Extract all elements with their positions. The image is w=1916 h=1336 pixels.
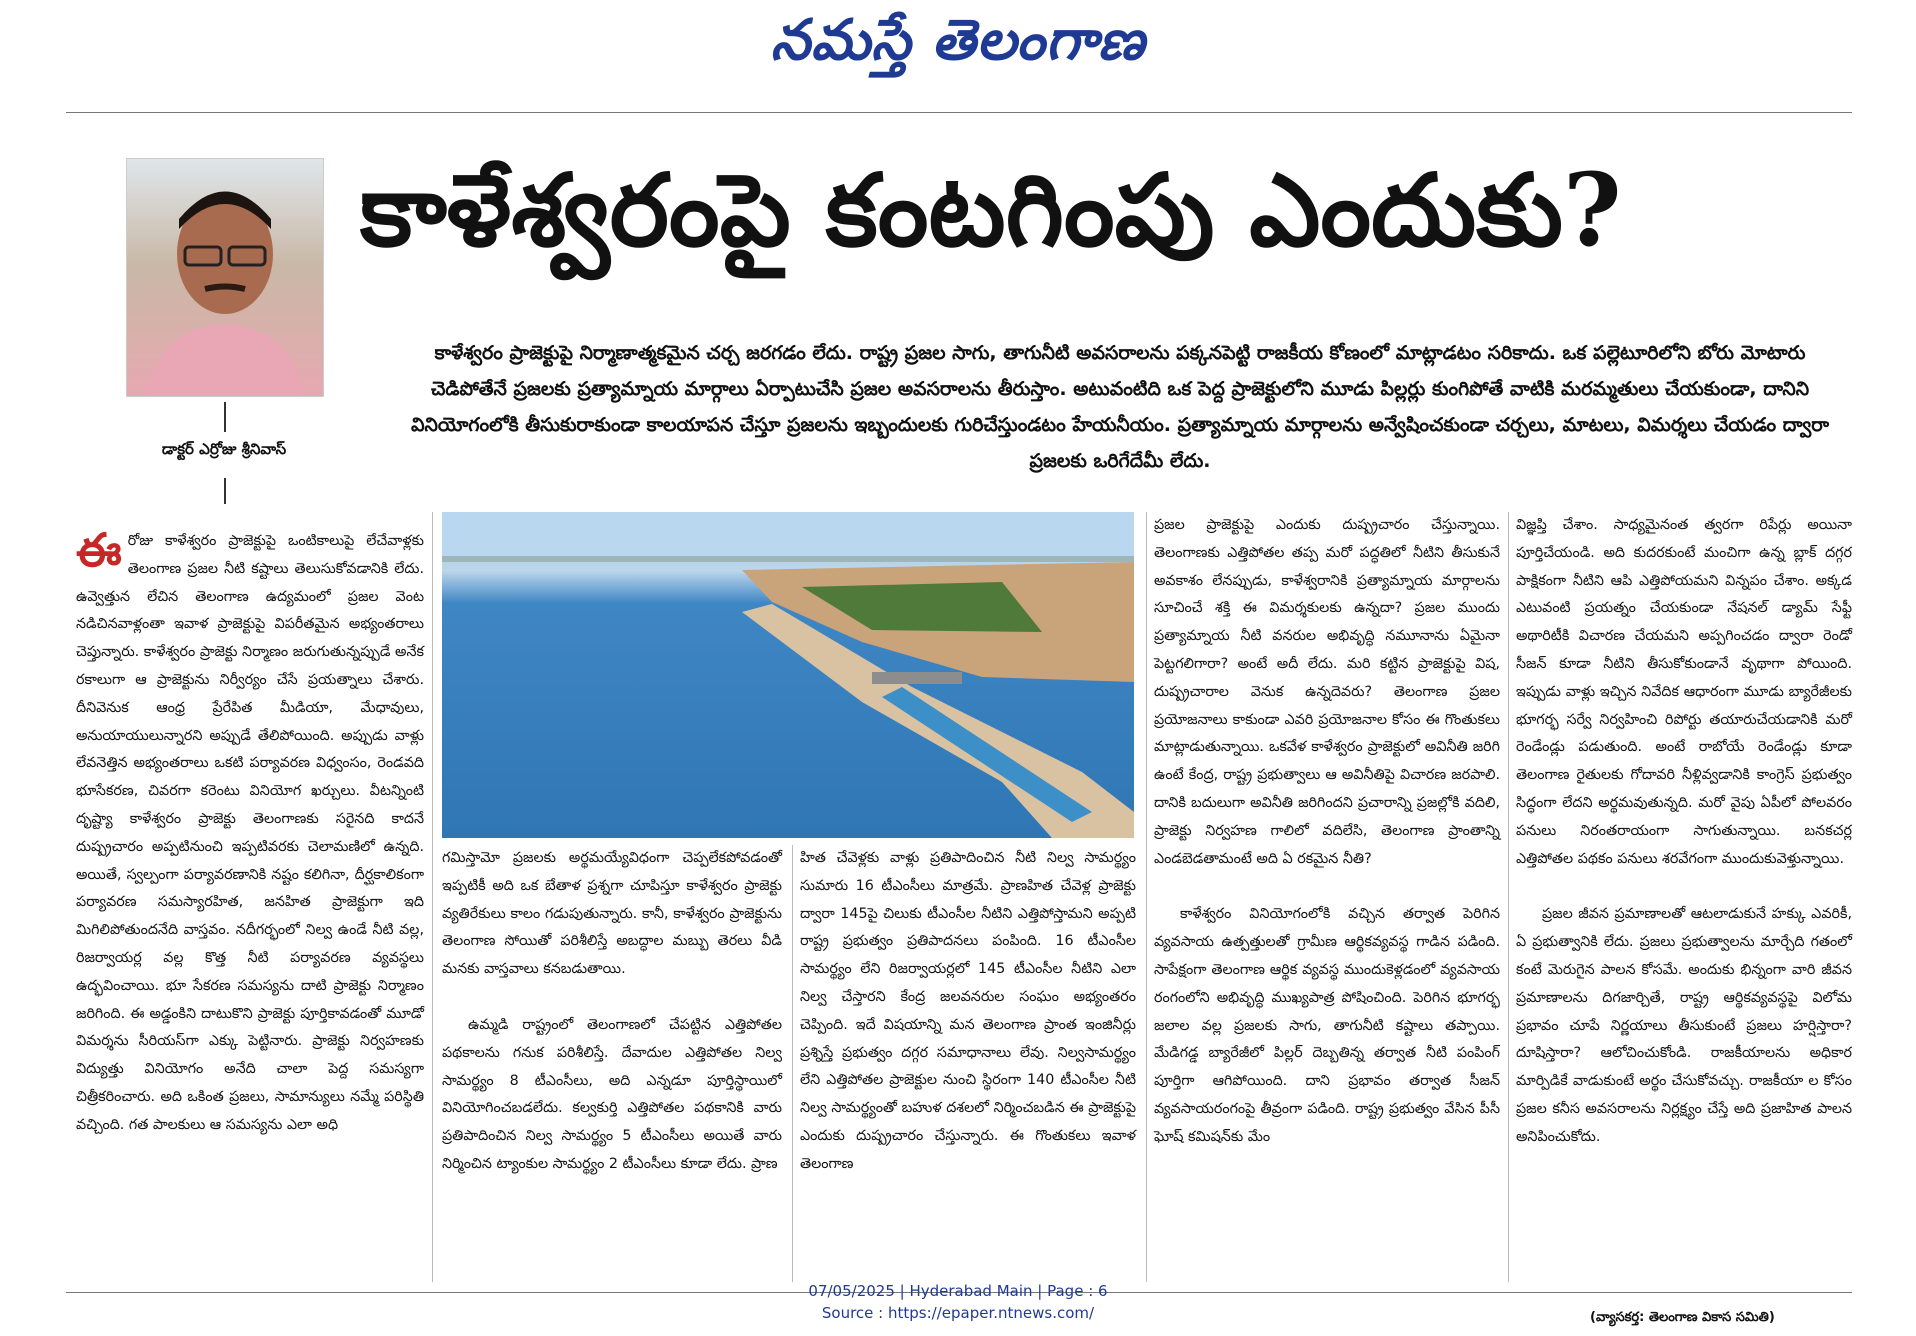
column-divider-4 [1508,512,1509,1282]
column-divider-1 [432,512,433,1282]
dropcap-letter: ఈ [76,523,122,577]
column-5-text: విజ్ఞప్తి చేశాం. సాధ్యమైనంత త్వరగా రిపేర్లు అయినా పూర్తిచేయండి. అది కుదరకుంటే మంచిగా ఉన్న బ్లాక్ దగ్గర పాక్షికంగా నీటిని ఆపి ఎత్తిపోయమని విన్నపం చేశాం. అక్కడ ఎటువంటి ప్రయత్నం చేయకుండా నేషనల్ డ్యామ్ సేఫ్టీ అథారిటీకి విచారణ చేయమని అప్పగించడం ద్వారా రెండో సీజన్ కూడా నీటిని తీసుకోకుండానే వృథాగా పోయింది. ఇప్పుడు వాళ్లు ఇచ్చిన నివేదిక ఆధారంగా మూడు బ్యారేజీలకు భూగర్భ సర్వే నిర్వహించి రిపోర్టు తయారుచేయడానికి మరో రెండేండ్లు పడుతుంది. అంటే రాబోయే రెండేండ్లు కూడా తెలంగాణ రైతులకు గోదావరి నీళ్లివ్వడానికి కాంగ్రెస్ ప్రభుత్వం సిద్ధంగా లేదని అర్థమవుతున్నది. మరో వైపు ఏపీలో పోలవరం పనులు నిరంతరాయంగా సాగుతున్నాయి. బనకచర్ల ఎత్తిపోతల పథకం పనులు శరవేగంగా ముందుకువెళ్తున్నాయి. [1516,517,1852,867]
article-column-4 [1154,512,1500,1152]
column-1-text: రోజు కాళేశ్వరం ప్రాజెక్టుపై ఒంటికాలుపై లేచేవాళ్లకు తెలంగాణ ప్రజల నీటి కష్టాలు తెలుసుకోవడానికి లేదు. ఉవ్వెత్తున లేచిన తెలంగాణ ఉద్యమంలో ప్రజల వెంట నడిచినవాళ్లంతా ఇవాళ ప్రాజెక్టుపై విపరీతమైన అభ్యంతరాలు చెప్తున్నారు. కాళేశ్వరం ప్రాజెక్టు నిర్మాణం జరుగుతున్నప్పుడే అనేక రకాలుగా ఆ ప్రాజెక్టును నిర్వీర్యం చేసే ప్రయత్నాలు చేశారు. దీనివెనుక ఆంధ్ర ప్రేరేపిత మీడియా, మేధావులు, అనుయాయులున్నారని అప్పుడే తేలిపోయింది. అప్పుడు వాళ్లు లేవనెత్తిన అభ్యంతరాలు ఒకటి పర్యావరణ విధ్వంసం, రెండవది భూసేకరణ, చివరగా కరెంటు వినియోగ ఖర్చులు. వీటన్నింటి దృష్ట్యా కాళేశ్వరం ప్రాజెక్టు తెలంగాణకు సరైనది కాదనే దుష్ప్రచారం అప్పటినుంచి ఇప్పటివరకు చెలామణిలో ఉన్నది. అయితే, స్వల్పంగా పర్యావరణానికి నష్టం కలిగినా, దీర్ఘకాలికంగా పర్యావరణ సమస్యారహిత, జనహిత ప్రాజెక్టుగా ఇది మిగిలిపోతుందనేది వాస్తవం. నదీగర్భంలో నిల్వ ఉండే నీటి వల్ల, రిజర్వాయర్ల వల్ల కొత్త నీటి పర్యావరణ వ్యవస్థలు ఉద్భవించాయి. భూ సేకరణ సమస్యను దాటి ప్రాజెక్టు నిర్మాణం జరిగింది. ఈ అడ్డంకిని దాటుకొని ప్రాజెక్టు పూర్తికావడంతో మూడో విమర్శను సీరియస్‌గా ఎక్కు పెట్టినారు. ప్రాజెక్టు నిర్వహణకు విద్యుత్తు వినియోగం అనేది చాలా పెద్ద సమస్యగా చిత్రీకరించారు. అది ఒకింత ప్రజలు, సామాన్యులు నమ్మే పరిస్థితి వచ్చింది. గత పాలకులు ఆ సమస్యను ఎలా అధి [76,533,424,1133]
column-4-text: ప్రజల ప్రాజెక్టుపై ఎందుకు దుష్ప్రచారం చేస్తున్నాయి. తెలంగాణకు ఎత్తిపోతల తప్ప మరో పద్ధతిలో నీటిని తీసుకునే అవకాశం లేనప్పుడు, కాళేశ్వరానికి ప్రత్యామ్నాయ మార్గాలను సూచించే శక్తి ఈ విమర్శకులకు ఉన్నదా? ప్రజల ముందు ప్రత్యామ్నాయ నీటి వనరుల అభివృద్ధి నమూనాను ఏమైనా పెట్టగలిగారా? అంటే అదీ లేదు. మరి కట్టిన ప్రాజెక్టుపై విష, దుష్ప్రచారాల వెనుక ఉన్నదెవరు? తెలంగాణ ప్రజల ప్రయోజనాలు కాకుండా ఎవరి ప్రయోజనాల కోసం ఈ గొంతుకలు మాట్లాడుతున్నాయి. ఒకవేళ కాళేశ్వరం ప్రాజెక్టులో అవినీతి జరిగి ఉంటే కేంద్ర, రాష్ట్ర ప్రభుత్వాలు ఆ అవినీతిపై విచారణ జరపాలి. దానికి బదులుగా అవినీతి జరిగిందని ప్రచారాన్ని ప్రజల్లోకి వదిలి, ప్రాజెక్టు నిర్వహణ గాలిలో వదిలేసి, తెలంగాణ ప్రాంతాన్ని ఎండబెడతామంటే అది ఏ రకమైన నీతి? [1154,517,1500,867]
article-column-5 [1516,512,1852,1152]
barrage-photo [442,512,1134,838]
headline: కాళేశ్వరంపై కంటగింపు ఎందుకు? [360,151,1622,269]
column-3-text: హిత చేవెళ్లకు వాళ్లు ప్రతిపాదించిన నీటి నిల్వ సామర్థ్యం సుమారు 16 టీఎంసీలు మాత్రమే. ప్రాణహిత చేవెళ్ల ప్రాజెక్టు ద్వారా 145పై చిలుకు టీఎంసీల నీటిని ఎత్తిపోస్తామని అప్పటి రాష్ట్ర ప్రభుత్వం ప్రతిపాదనలు పంపింది. 16 టీఎంసీల సామర్థ్యం లేని రిజర్వాయర్లలో 145 టీఎంసీల నీటిని ఎలా నిల్వ చేస్తారని కేంద్ర జలవనరుల సంఘం అభ్యంతరం చెప్పింది. ఇదే విషయాన్ని మన తెలంగాణ ప్రాంత ఇంజినీర్లు ప్రశ్నిస్తే ప్రభుత్వం దగ్గర సమాధానాలు లేవు. నిల్వసామర్థ్యం లేని ఎత్తిపోతల ప్రాజెక్టుల నుంచి స్థిరంగా 140 టీఎంసీల నీటి నిల్వ సామర్థ్యంతో బహుళ దశలలో నిర్మించబడిన ఈ ప్రాజెక్టుపై ఎందుకు దుష్ప్రచారం చేస్తున్నారు. ఈ గొంతుకలు ఇవాళ తెలంగాణ [800,850,1136,1172]
column-2-paragraph-2: ఉమ్మడి రాష్ట్రంలో తెలంగాణలో చేపట్టిన ఎత్తిపోతల పథకాలను గనుక పరిశీలిస్తే. దేవాదుల ఎత్తిపోతల నిల్వ సామర్థ్యం 8 టీఎంసీలు, అది ఎన్నడూ పూర్తిస్థాయిలో వినియోగించబడలేదు. కల్వకుర్తి ఎత్తిపోతల పథకానికి వారు ప్రతిపాదించిన నిల్వ సామర్థ్యం 5 టీఎంసీలు అయితే వారు నిర్మించిన ట్యాంకుల సామర్థ్యం 2 టీఎంసీలు కూడా లేదు. ప్రాణ [442,1016,782,1172]
footer-source-line: Source : https://epaper.ntnews.com/ [821,1304,1095,1322]
column-2-text: గమిస్తామో ప్రజలకు అర్థమయ్యేవిధంగా చెప్పలేకపోవడంతో ఇప్పటికీ అది ఒక బేతాళ ప్రశ్నగా చూపిస్తూ కాళేశ్వరం ప్రాజెక్టు వ్యతిరేకులు కాలం గడుపుతున్నారు. కానీ, కాళేశ్వరం ప్రాజెక్టును తెలంగాణ సోయితో పరిశీలిస్తే అబద్ధాల మబ్బు తెరలు వీడి మనకు వాస్తవాలు కనబడుతాయి. [442,850,782,978]
deck-summary: కాళేశ్వరం ప్రాజెక్టుపై నిర్మాణాత్మకమైన చర్చ జరగడం లేదు. రాష్ట్ర ప్రజల సాగు, తాగునీటి అవసరాలను పక్కనపెట్టి రాజకీయ కోణంలో మాట్లాడటం సరికాదు. ఒక పల్లెటూరిలోని బోరు మోటారు చెడిపోతేనే ప్రజలకు ప్రత్యామ్నాయ మార్గాలు ఏర్పాటుచేసి ప్రజల అవసరాలను తీరుస్తాం. అటువంటిది ఒక పెద్ద ప్రాజెక్టులోని మూడు పిల్లర్లు కుంగిపోతే వాటికి మరమ్మతులు చేయకుండా, దానిని వినియోగంలోకి తీసుకురాకుండా కాలయాపన చేస్తూ ప్రజలను ఇబ్బందులకు గురిచేస్తుండటం హేయనీయం. ప్రత్యామ్నాయ మార్గాలను అన్వేషించకుండా చర్చలు, మాటలు, విమర్శలు చేయడం ద్వారా ప్రజలకు ఒరిగేదేమీ లేదు. [410,342,1830,472]
author-photo [126,158,324,397]
column-5-paragraph-2: ప్రజల జీవన ప్రమాణాలతో ఆటలాడుకునే హక్కు ఎవరికీ, ఏ ప్రభుత్వానికి లేదు. ప్రజలు ప్రభుత్వాలను మార్చేది గతంలో కంటే మెరుగైన పాలన కోసమే. అందుకు భిన్నంగా వారి జీవన ప్రమాణాలను దిగజార్చితే, రాష్ట్ర ఆర్థికవ్యవస్థపై విలోమ ప్రభావం చూపే నిర్ణయాలు తీసుకుంటే ప్రజలు హర్షిస్తారా? దూషిస్తారా? ఆలోచించుకోండి. రాజకీయాలను అధికార మార్పిడికే వాడుకుంటే అర్థం చేసుకోవచ్చు. రాజకీయా ల కోసం ప్రజల కనీస అవసరాలను నిర్లక్ష్యం చేస్తే అది ప్రజాహిత పాలన అనిపించుకోదు. [1516,906,1852,1145]
article-column-3 [800,845,1136,1179]
author-credit-text: (వ్యాసకర్త: తెలంగాణ వికాస సమితి) [1590,1310,1775,1325]
author-name: డాక్టర్ ఎర్రోజు శ్రీనివాస్ [161,440,287,458]
author-rule-top [224,402,226,432]
column-divider-2 [792,845,793,1282]
article-column-2 [442,845,782,1179]
column-divider-3 [1146,512,1147,1282]
author-rule-bottom [224,478,226,504]
footer-date-line: 07/05/2025 | Hyderabad Main | Page : 6 [808,1282,1108,1300]
article-column-1 [76,523,424,1140]
column-4-paragraph-2: కాళేశ్వరం వినియోగంలోకి వచ్చిన తర్వాత పెరిగిన వ్యవసాయ ఉత్పత్తులతో గ్రామీణ ఆర్థికవ్యవస్థ గాడిన పడింది. సాపేక్షంగా తెలంగాణ ఆర్థిక వ్యవస్థ ముందుకెళ్లడంలో వ్యవసాయ రంగంలోని అభివృద్ధి ముఖ్యపాత్ర పోషించింది. పెరిగిన భూగర్భ జలాల వల్ల ప్రజలకు సాగు, తాగునీటి కష్టాలు తప్పాయి. మేడిగడ్డ బ్యారేజీలో పిల్లర్ దెబ్బతిన్న తర్వాత నీటి పంపింగ్ పూర్తిగా ఆగిపోయింది. దాని ప్రభావం తర్వాత సీజన్ వ్యవసాయరంగంపై తీవ్రంగా పడింది. రాష్ట్ర ప్రభుత్వం వేసిన పీసీ ఘోష్ కమిషన్‌కు మేం [1154,906,1500,1145]
top-rule [66,112,1852,113]
masthead-title: నమస్తే తెలంగాణ [770,8,1146,73]
